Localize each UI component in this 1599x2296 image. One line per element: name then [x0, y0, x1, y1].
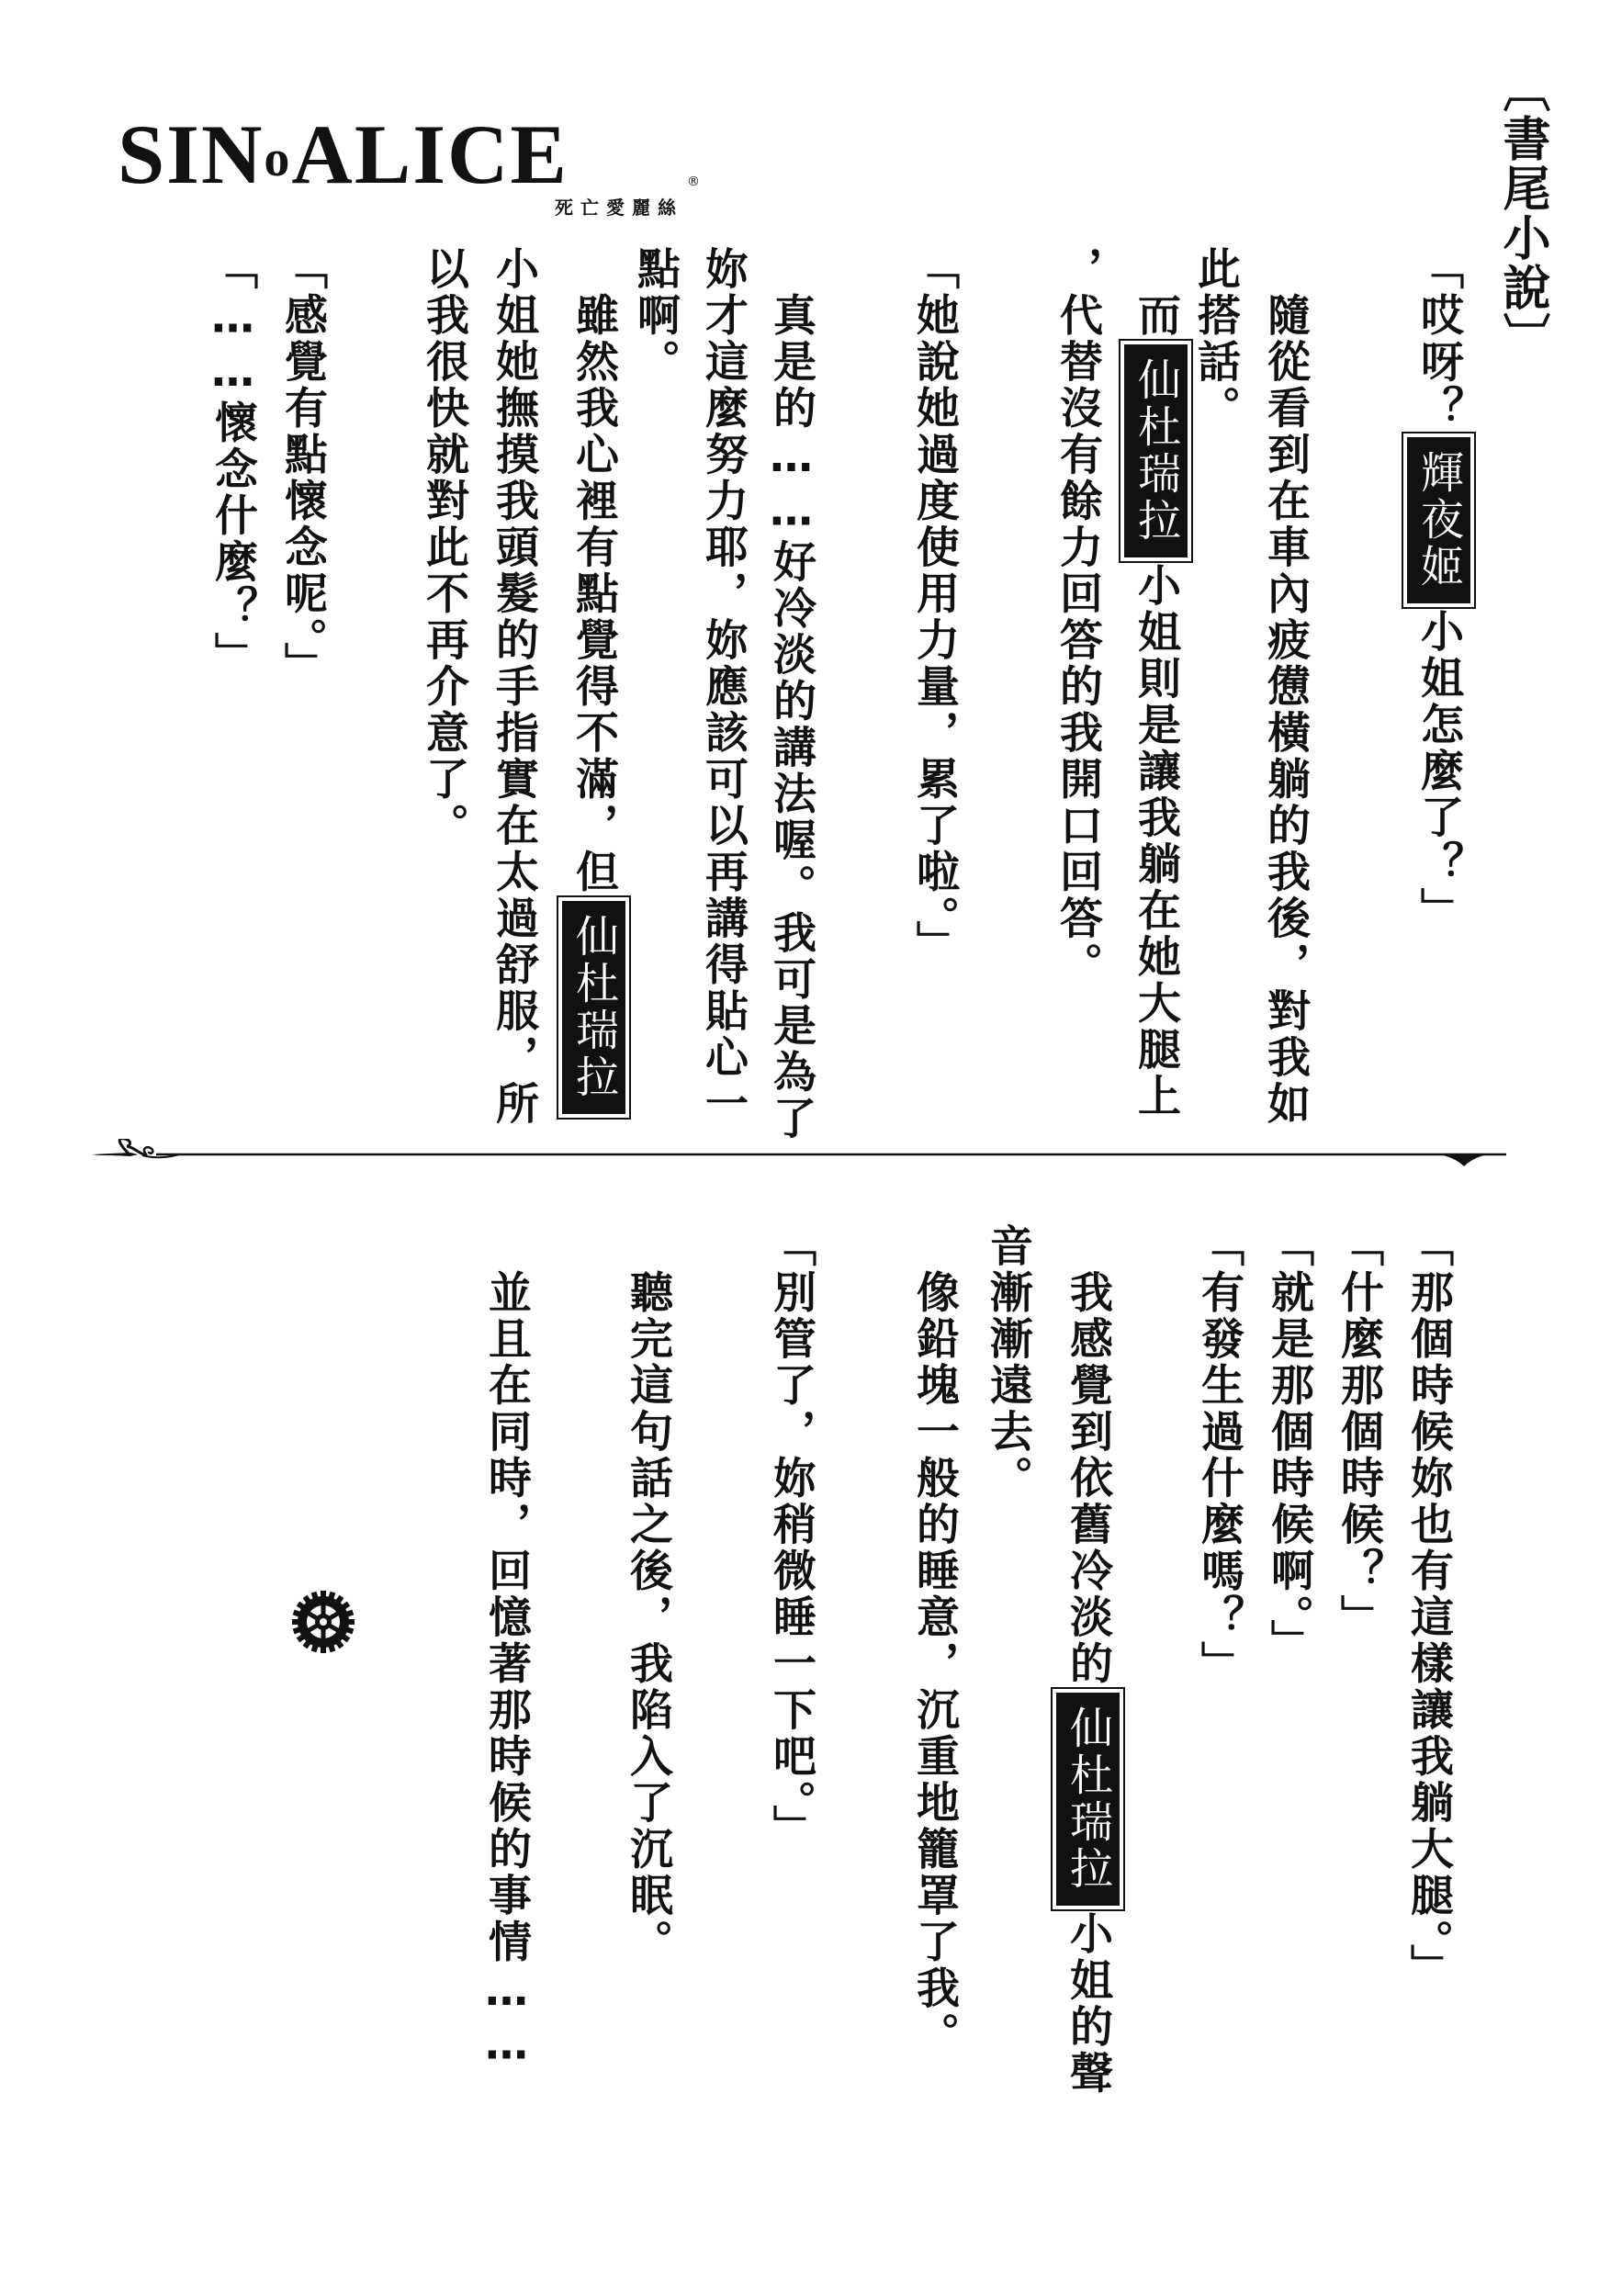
text-run: 小姐則是讓我躺在她大腿上 — [1131, 563, 1181, 1120]
top-column — [1407, 246, 1470, 934]
character-name-tag: 仙杜瑞拉 — [562, 901, 625, 1114]
bottom-column — [1403, 1223, 1454, 1990]
text-run: 「有發生過什麼嗎？」 — [1194, 1223, 1244, 1687]
top-column — [277, 246, 328, 689]
bottom-column — [1264, 1223, 1314, 1666]
text-run: 「就是那個時候啊。」 — [1264, 1223, 1314, 1666]
top-column — [1053, 246, 1103, 988]
top-column — [1260, 246, 1311, 1128]
text-run: 「別管了，妳稍微睡一下吧。」 — [766, 1223, 816, 1851]
character-name-tag: 仙杜瑞拉 — [1124, 344, 1188, 557]
sinoalice-logo — [118, 107, 705, 219]
top-column — [489, 246, 539, 1128]
text-run: 「她說她過度使用力量，累了啦。」 — [909, 246, 960, 967]
top-column — [419, 246, 469, 850]
text-run: 小姐的聲 — [1063, 1911, 1113, 2097]
text-run: 聽完這句話之後，我陷入了沉眠。 — [623, 1223, 673, 1965]
text-run: 而 — [1131, 246, 1181, 339]
top-column — [1190, 246, 1241, 432]
text-run: 隨從看到在車內疲憊橫躺的我後，對我如 — [1260, 246, 1311, 1128]
text-run: 「什麼那個時候？」 — [1334, 1223, 1384, 1641]
text-run: 並且在同時，回憶著那時候的事情…… — [481, 1223, 532, 2073]
text-run: 「感覺有點懷念呢。」 — [277, 246, 328, 689]
section-title: 〔書尾小說〕 — [1494, 64, 1550, 362]
text-run: 雖然我心裡有點覺得不滿，但 — [569, 246, 619, 895]
top-column — [630, 246, 681, 386]
text-run: ，代替沒有餘力回答的我開口回答。 — [1053, 246, 1103, 988]
bottom-column — [983, 1223, 1033, 1502]
text-run: 「哎呀？ — [1413, 246, 1464, 432]
text-run: 音漸漸遠去。 — [983, 1223, 1033, 1502]
text-run: 小姐她撫摸我頭髮的手指實在太過舒服，所 — [489, 246, 539, 1128]
character-name-tag: 輝夜姬 — [1407, 437, 1470, 603]
top-column — [698, 246, 749, 1128]
ornamental-divider-icon — [92, 1139, 1506, 1176]
bottom-column — [623, 1223, 673, 1965]
text-run: 「那個時候妳也有這樣讓我躺大腿。」 — [1403, 1223, 1454, 1990]
character-name-tag: 仙杜瑞拉 — [1056, 1693, 1120, 1906]
text-run: 我感覺到依舊冷淡的 — [1063, 1223, 1113, 1687]
text-run: 真是的……好冷淡的講法喔。我可是為了 — [766, 246, 816, 1142]
text-run: 妳才這麼努力耶，妳應該可以再講得貼心一 — [698, 246, 749, 1128]
logo-text-alice: ALICE — [291, 107, 569, 201]
gear-icon — [290, 1589, 356, 1655]
bottom-column — [1334, 1223, 1384, 1641]
logo-text-sin: SIN — [118, 107, 265, 201]
text-run: 點啊。 — [630, 246, 681, 386]
bottom-column — [1194, 1223, 1244, 1687]
logo-text-o: o — [264, 130, 292, 187]
registered-mark: ® — [687, 174, 700, 189]
logo-subtitle: 死亡愛麗絲 — [555, 197, 683, 219]
text-run: 「……懷念什麼？」 — [208, 246, 258, 679]
text-run: 此搭話。 — [1190, 246, 1241, 432]
bottom-column — [1056, 1223, 1120, 2097]
text-run: 以我很快就對此不再介意了。 — [419, 246, 469, 850]
text-run: 像鉛塊一般的睡意，沉重地籠罩了我。 — [909, 1223, 960, 2058]
bottom-column — [766, 1223, 816, 1851]
top-column — [562, 246, 625, 1120]
logo-wordmark — [118, 108, 569, 205]
top-column — [766, 246, 816, 1142]
top-column — [1124, 246, 1188, 1120]
bottom-column — [481, 1223, 532, 2073]
top-column — [909, 246, 960, 967]
text-run: 小姐怎麼了？」 — [1413, 609, 1464, 934]
top-column — [208, 246, 258, 679]
bottom-column — [909, 1223, 960, 2058]
